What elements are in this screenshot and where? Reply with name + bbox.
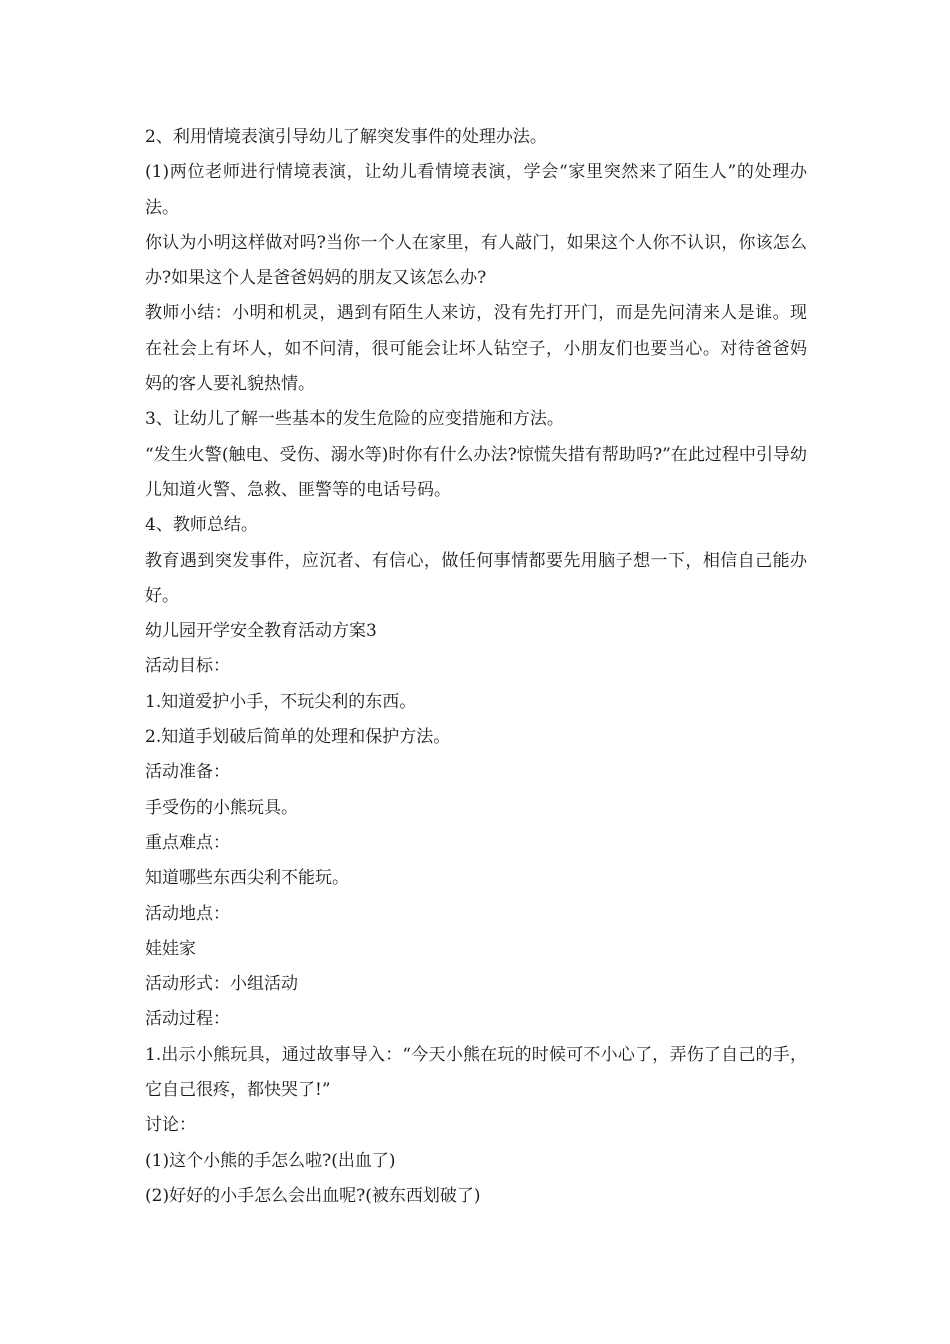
paragraph-education-emergency: 教育遇到突发事件，应沉者、有信心，做任何事情都要先用脑子想一下，相信自己能办好。 — [145, 550, 807, 606]
goal-item-1: 1.知道爱护小手，不玩尖利的东西。 — [145, 691, 417, 712]
section-title-plan-3: 幼儿园开学安全教育活动方案3 — [145, 621, 377, 642]
process-step-1: 1.出示小熊玩具，通过故事导入：“今天小熊在玩的时候可不小心了，弄伤了自己的手，它自己很疼，都快哭了!” — [145, 1044, 807, 1101]
document-page — [145, 120, 807, 1214]
paragraph-emergency-measures: 3、让幼儿了解一些基本的发生危险的应变措施和方法。 — [145, 409, 564, 430]
paragraph-situation-role-play: 2、利用情境表演引导幼儿了解突发事件的处理办法。 — [145, 127, 547, 147]
heading-activity-preparation: 活动准备： — [145, 762, 230, 783]
paragraph-fire-alarm: “发生火警(触电、受伤、溺水等)时你有什么办法?惊慌失措有帮助吗?”在此过程中引导幼儿知道火警、急救、匪警等的电话号码。 — [145, 444, 807, 500]
paragraph-questions-stranger: 你认为小明这样做对吗?当你一个人在家里，有人敲门，如果这个人你不认识，你该怎么办?如果这个人是爸爸妈妈的朋友又该怎么办? — [145, 232, 807, 289]
difficulty-item: 知道哪些东西尖利不能玩。 — [145, 868, 349, 889]
paragraph-teachers-perform: (1)两位老师进行情境表演，让幼儿看情境表演，学会“家里突然来了陌生人”的处理办法。 — [145, 162, 807, 218]
activity-form: 活动形式：小组活动 — [145, 974, 298, 995]
heading-discussion: 讨论： — [145, 1115, 196, 1136]
goal-item-2: 2.知道手划破后简单的处理和保护方法。 — [145, 727, 451, 748]
heading-activity-goals: 活动目标： — [145, 656, 230, 677]
location-item: 娃娃家 — [145, 938, 196, 959]
heading-activity-location: 活动地点： — [145, 903, 230, 924]
discussion-question-1: (1)这个小熊的手怎么啦?(出血了) — [145, 1150, 396, 1171]
heading-activity-process: 活动过程： — [145, 1009, 230, 1030]
heading-key-difficulties: 重点难点： — [145, 832, 230, 853]
paragraph-teacher-summary: 教师小结：小明和机灵，遇到有陌生人来访，没有先打开门，而是先问清来人是谁。现在社会上有坏人，如不问清，很可能会让坏人钻空子，小朋友们也要当心。对待爸爸妈妈的客人要礼貌热情。 — [145, 303, 807, 395]
discussion-question-2: (2)好好的小手怎么会出血呢?(被东西划破了) — [145, 1185, 481, 1206]
paragraph-teacher-conclusion: 4、教师总结。 — [145, 515, 258, 536]
preparation-item: 手受伤的小熊玩具。 — [145, 797, 298, 818]
